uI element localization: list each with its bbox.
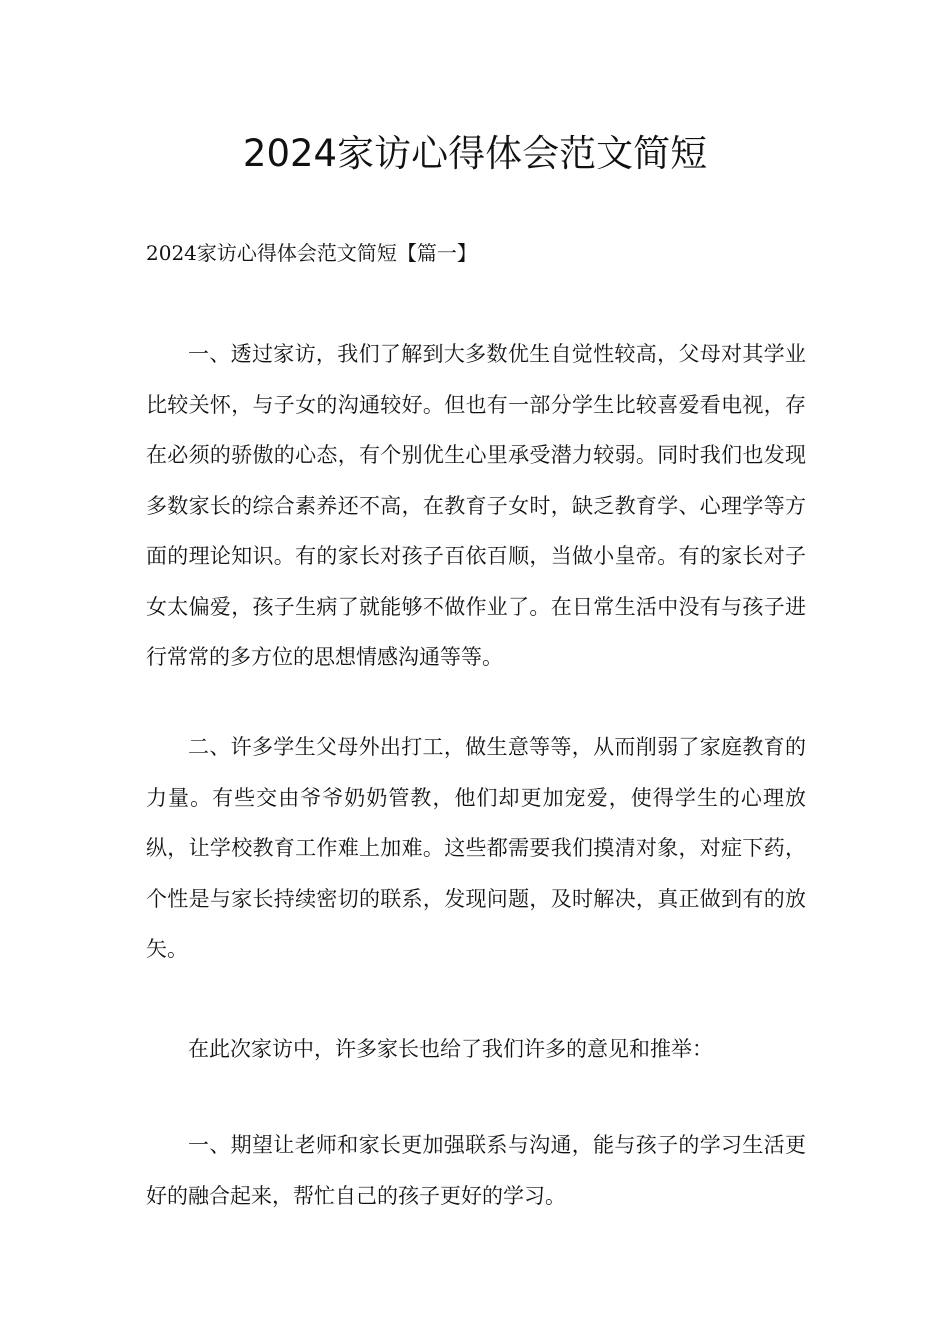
- section-heading: 2024家访心得体会范文简短【篇一】: [146, 241, 477, 265]
- paragraph-2: 二、许多学生父母外出打工，做生意等等，从而削弱了家庭教育的力量。有些交由爷爷奶奶管教，他们却更加宠爱，使得学生的心理放纵，让学校教育工作难上加难。这些都需要我们摸清对象，对症下药，个性是与家长持续密切的联系，发现问题，及时解决，真正做到有的放矢。: [146, 735, 806, 961]
- paragraph-1: 一、透过家访，我们了解到大多数优生自觉性较高，父母对其学业比较关怀，与子女的沟通较好。但也有一部分学生比较喜爱看电视，存在必须的骄傲的心态，有个别优生心里承受潜力较弱。同时我们也发现多数家长的综合素养还不高，在教育子女时，缺乏教育学、心理学等方面的理论知识。有的家长对孩子百依百顺，当做小皇帝。有的家长对子女太偏爱，孩子生病了就能够不做作业了。在日常生活中没有与孩子进行常常的多方位的思想情感沟通等等。: [146, 342, 806, 669]
- paragraph-4: 一、期望让老师和家长更加强联系与沟通，能与孩子的学习生活更好的融合起来，帮忙自己的孩子更好的学习。: [146, 1133, 806, 1208]
- document-title: 2024家访心得体会范文简短: [242, 132, 708, 175]
- paragraph-3: 在此次家访中，许多家长也给了我们许多的意见和推举：: [188, 1037, 713, 1061]
